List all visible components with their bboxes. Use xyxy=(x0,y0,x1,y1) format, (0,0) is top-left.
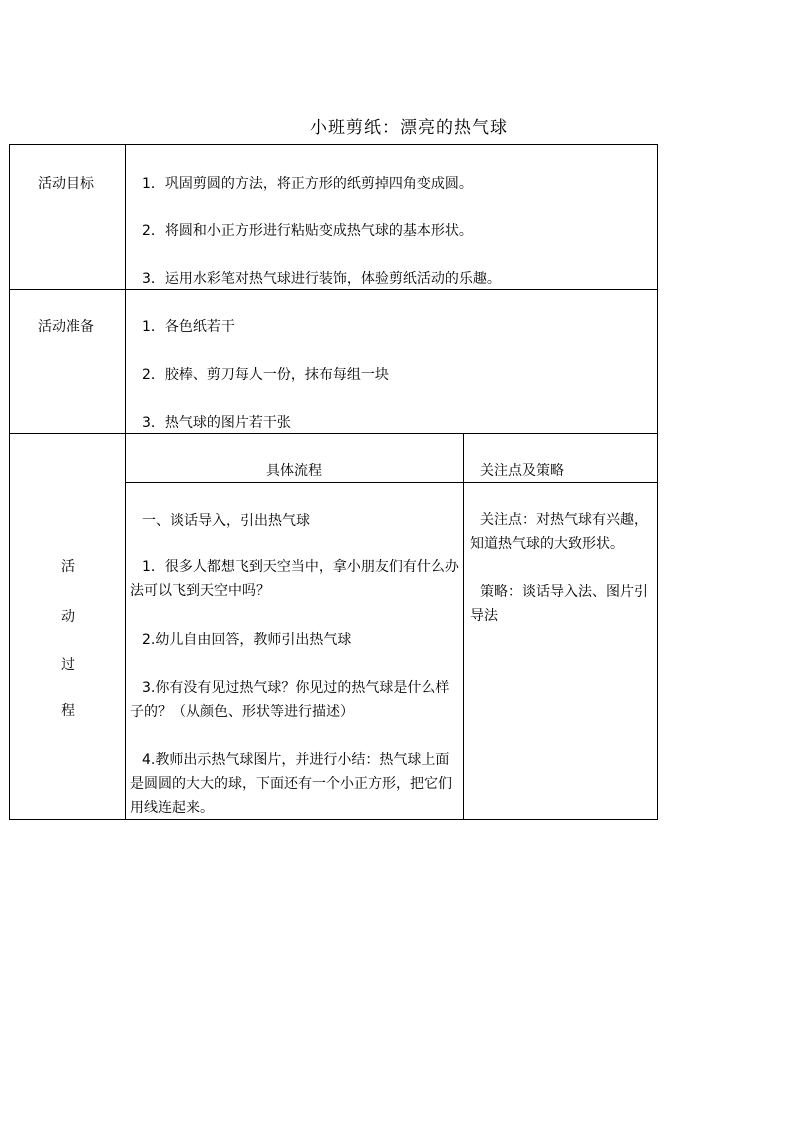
flow-step: 2.幼儿自由回答，教师引出热气球 xyxy=(142,632,352,648)
goal-item: 1．巩固剪圆的方法，将正方形的纸剪掉四角变成圆。 xyxy=(142,176,473,192)
prep-item: 2．胶棒、剪刀每人一份，抹布每组一块 xyxy=(142,367,389,383)
col-divider-label xyxy=(125,144,126,820)
goal-item: 3．运用水彩笔对热气球进行装饰，体验剪纸活动的乐趣。 xyxy=(142,271,501,287)
prep-item: 3．热气球的图片若干张 xyxy=(142,415,291,431)
focus-point: 关注点：对热气球有兴趣，知道热气球的大致形状。 xyxy=(470,512,648,552)
row-divider-process-header xyxy=(125,482,658,483)
page-title: 小班剪纸：漂亮的热气球 xyxy=(310,118,508,138)
row-divider-goals-prep xyxy=(9,289,658,290)
row-divider-prep-process xyxy=(9,433,658,434)
col-header-focus: 关注点及策略 xyxy=(480,463,564,479)
prep-item: 1．各色纸若干 xyxy=(142,319,235,335)
process-label-char: 过 xyxy=(61,657,75,673)
process-label-char: 活 xyxy=(61,559,75,575)
goals-label: 活动目标 xyxy=(38,176,94,192)
strategy: 策略：谈话导入法、图片引导法 xyxy=(470,584,648,624)
goal-item: 2．将圆和小正方形进行粘贴变成热气球的基本形状。 xyxy=(142,223,473,239)
flow-step: 4.教师出示热气球图片，并进行小结：热气球上面是圆圆的大大的球，下面还有一个小正方形，把它们用线连起来。 xyxy=(130,752,452,816)
flow-step: 1．很多人都想飞到天空当中，拿小朋友们有什么办法可以飞到天空中吗？ xyxy=(130,559,459,599)
flow-step: 3.你有没有见过热气球？你见过的热气球是什么样子的？（从颜色、形状等进行描述） xyxy=(130,680,450,720)
col-header-flow: 具体流程 xyxy=(266,463,322,479)
col-divider-focus xyxy=(463,433,464,820)
prep-label: 活动准备 xyxy=(38,319,94,335)
process-label-char: 动 xyxy=(61,609,75,625)
flow-step-intro: 一、谈话导入，引出热气球 xyxy=(142,513,310,529)
process-label-char: 程 xyxy=(61,703,75,719)
